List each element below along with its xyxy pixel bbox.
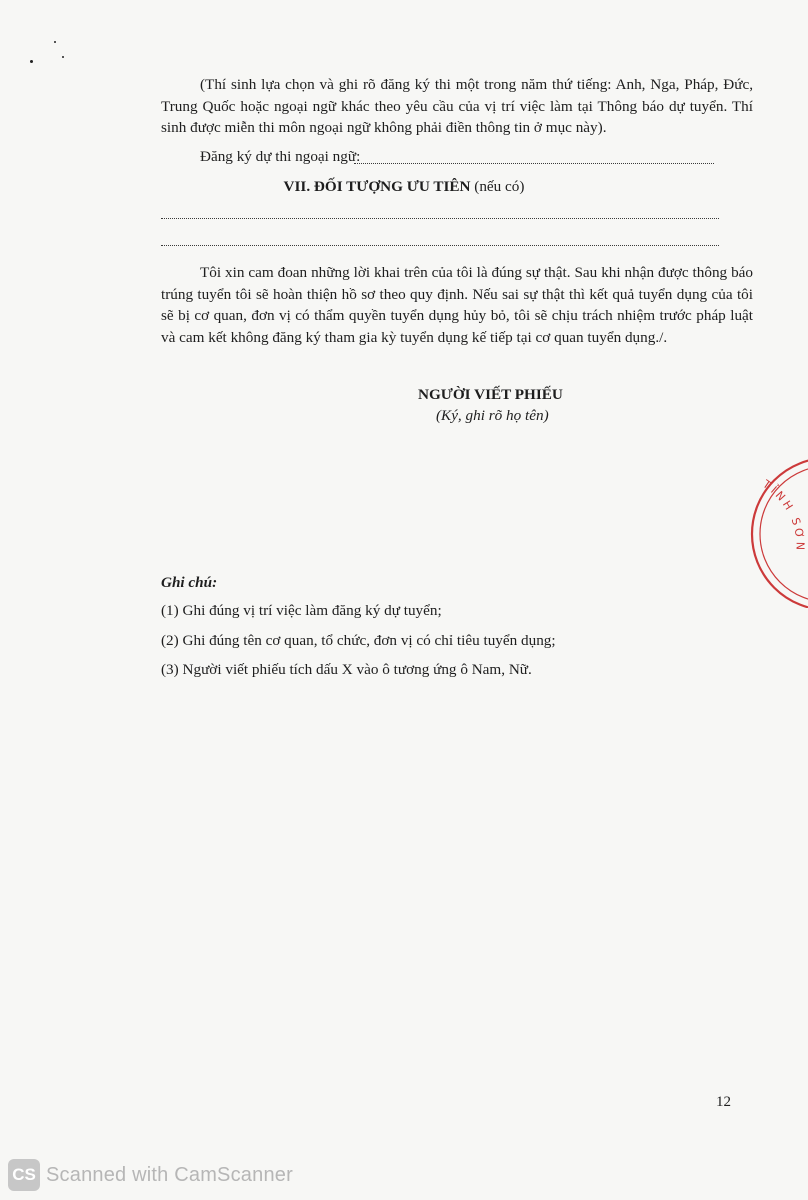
language-note: (Thí sinh lựa chọn và ghi rõ đăng ký thi một trong năm thứ tiếng: Anh, Nga, Pháp, Đức, Trung Quốc hoặc ngoại ngữ khác theo yêu cầu của vị trí việc làm tại Thông báo dự tuyển. Thí sinh được miễn thi môn ngoại ngữ không phải điền thông tin ở mục này).: [161, 76, 753, 137]
scan-speck: [54, 41, 56, 43]
section-7-suffix: (nếu có): [470, 178, 525, 195]
official-seal-icon: [700, 458, 808, 608]
language-register-label: Đăng ký dự thi ngoại ngữ:: [200, 148, 361, 165]
section-7-title: VII. ĐỐI TƯỢNG ƯU TIÊN: [283, 178, 471, 195]
camscanner-label: Scanned with CamScanner: [46, 1163, 293, 1186]
commitment-paragraph: Tôi xin cam đoan những lời khai trên của tôi là đúng sự thật. Sau khi nhận được thông báo trúng tuyển tôi sẽ hoàn thiện hồ sơ theo quy định. Nếu sai sự thật thì kết quả tuyển dụng của tôi sẽ bị cơ quan, đơn vị có thẩm quyền tuyển dụng hủy bỏ, tôi sẽ chịu trách nhiệm trước pháp luật và cam kết không đăng ký tham gia kỳ tuyển dụng kế tiếp tại cơ quan tuyển dụng./.: [161, 264, 753, 346]
priority-field-line-2[interactable]: [161, 245, 719, 246]
priority-field-line-1[interactable]: [161, 218, 719, 219]
scan-speck: [62, 56, 64, 58]
page-number: 12: [716, 1094, 731, 1110]
scan-speck: [30, 60, 33, 63]
notes-title: Ghi chú:: [161, 574, 218, 591]
section-7-heading: [0, 177, 808, 197]
note-item: (1) Ghi đúng vị trí việc làm đăng ký dự tuyển;: [161, 602, 442, 619]
svg-text:TỈNH SƠN: TỈNH SƠN: [760, 477, 807, 554]
camscanner-logo-icon: CS: [8, 1159, 40, 1191]
note-item: (2) Ghi đúng tên cơ quan, tổ chức, đơn vị có chỉ tiêu tuyển dụng;: [161, 632, 556, 649]
signer-instruction: (Ký, ghi rõ họ tên): [436, 407, 549, 424]
signer-title: NGƯỜI VIẾT PHIẾU: [418, 386, 563, 403]
camscanner-watermark: [8, 1158, 293, 1192]
language-register-field[interactable]: [354, 163, 714, 164]
note-item: (3) Người viết phiếu tích dấu X vào ô tương ứng ô Nam, Nữ.: [161, 661, 532, 678]
